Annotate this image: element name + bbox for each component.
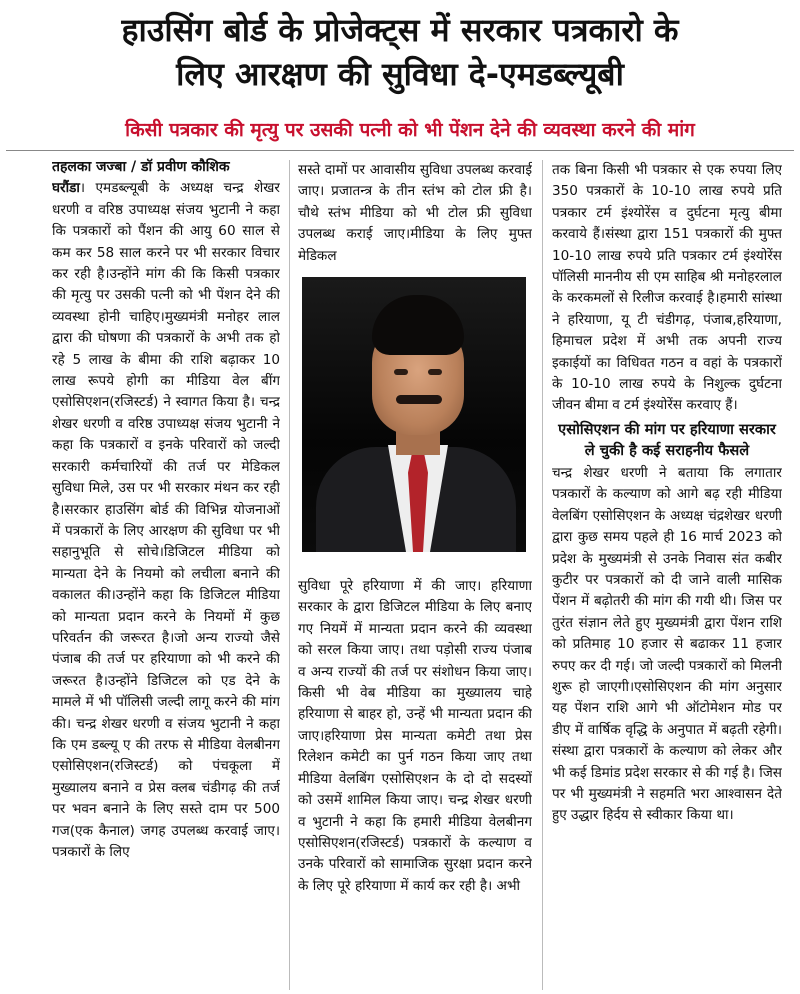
- article-headline: [10, 8, 790, 96]
- moustache-shape: [396, 395, 442, 404]
- article-subheadline: किसी पत्रकार की मृत्यु पर उसकी पत्नी को भी पेंशन देने की व्यवस्था करने की मांग: [125, 119, 695, 141]
- column-3-top-text: तक बिना किसी भी पत्रकार से एक रुपया लिए 350 पत्रकारों के 10-10 लाख रुपये प्रति पत्रकार टर्म इंश्योरेंस व दुर्घटना मृत्यु बीमा करवाये हैं।संस्था द्वारा 151 पत्रकारों की मुफ्त 10-10 लाख रुपये प्रति पत्रकार टर्म इंश्योरेंस पॉलिसी माननीय सी एम साहिब श्री मनोहरलाल के करकमलों से रिलीज करवाई है।हमारी सांस्था ने हरियाणा, यू टी चंडीगढ़, पंजाब,हरियाणा, हिमाचल प्रदेश में अभी तक अपनी राज्य इकाईयों का विधिवत गठन व वहां के पत्रकारों के 10-10 लाख रुपये के निशुल्क दुर्घटना जीवन बीमा व टर्म इंश्योरेंस करवाए हैं।: [552, 162, 782, 414]
- right-eye: [428, 369, 442, 375]
- column-divider-2: [542, 160, 543, 990]
- portrait-photo: [302, 277, 526, 552]
- headline-line-2: लिए आरक्षण की सुविधा दे-एमडब्ल्यूबी: [176, 55, 624, 93]
- header-divider: [6, 150, 794, 151]
- dateline: घरौंडा: [52, 180, 80, 197]
- byline: तहलका जज्बा / डॉ प्रवीण कौशिक: [52, 159, 230, 175]
- column-3-bottom-text: चन्द्र शेखर धरणी ने बताया कि लगातार पत्रकारों के कल्याण को आगे बढ़ रही मीडिया वेलबिंग एसोसिएशन के अध्यक्ष चंद्रशेखर धरणी द्वारा कुछ समय पहले ही 16 मार्च 2023 को प्रदेश के मुख्यमंत्री से उनके निवास संत कबीर कुटीर पर पत्रकारों को दी जाने वाली मासिक पेंशन में बढ़ोतरी की मांग की गयी थी। जिस पर तुरंत संज्ञान लेते हुए मुख्यमंत्री द्वारा पेंशन राशि को प्रतिमाह 10 हजार से बढाकर 11 हजार रुपए कर दी गई। जो जल्दी पत्रकारों को मिलनी शुरू हो जाएगी।एसोसिएशन की मांग अनुसार यह पेंशन राशि आगे भी ऑटोमेशन मोड पर डीए में वार्षिक वृद्धि के अनुपात में बढ़ती रहेगी। संस्था द्वारा पत्रकारों के कल्याण को लेकर और भी कई डिमांड प्रदेश सरकार से की गई है। जिस पर भी मुख्यमंत्री ने सहमति भरा आश्वासन देते हुए उद्धार हिर्दय से स्वीकार किया था।: [552, 464, 782, 824]
- column-2-bottom-text: सुविधा पूरे हरियाणा में की जाए। हरियाणा सरकार के द्वारा डिजिटल मीडिया के लिए बनाए गए नियमें में मान्यता प्रदान करने की व्यवस्था को सरल किया जाए। तथा पड़ोसी राज्य पंजाब व अन्य राज्यों की तर्ज पर संशोधन किया जाए। किसी भी वेब मीडिया का मुख्यालय चाहे हरियाणा से बाहर हो, उन्हें भी मान्यता प्रदान की जाए।हरियाणा प्रेस मान्यता कमेटी तथा प्रेस रिलेशन कमेटी का पुर्न गठन किया जाए तथा मीडिया वेलबिंग एसोसिएशन के दो दो सदस्यों को उसमें शामिल किया जाए। चन्द्र शेखर धरणी व भुटानी ने कहा कि हमारी मीडिया वेलबीनग एसोसिएशन(रजिस्टर्ड) पत्रकारों के कल्याण व उनके परिवारों को सामाजिक सुरक्षा प्रदान करने के लिए पूरे हरियाणा में कार्य कर रही है। अभी: [298, 578, 532, 894]
- column-1-body: । एमडब्ल्यूबी के अध्यक्ष चन्द्र शेखर धरणी व वरिष्ठ उपाध्यक्ष संजय भुटानी ने कहा कि पत्रकारों को पैंशन की आयु 60 साल से कम कर 58 साल करने पर भी सरकार विचार कर रही है।उन्होंने मांग की कि किसी पत्रकार की मृत्यु पर उसकी पत्नी को भी पेंशन देने की व्यवस्था होनी चाहिए।मुख्यमंत्री मनोहर लाल द्वारा की घोषणा की पत्रकारों के अभी तक हो रहे 5 लाख के बीमा की राशि बढ़ाकर 10 लाख रूपये होगी का मीडिया वेल बींग एसोसिएशन(रजिस्टर्ड) ने स्वागत किया है। चन्द्र शेखर धरणी व वरिष्ठ उपाध्यक्ष संजय भुटानी ने कहा कि पत्रकारों व इनके परिवारों को जल्दी सरकारी कर्मचारियों की तर्ज पर मेडिकल सुविधा मिले, उस पर भी सरकार मंथन कर रही है।सरकार हाउसिंग बोर्ड की विभिन्न योजनाओं में पत्रकारों के लिए आरक्षण की सुविधा पर भी सहानुभूति से सोचे।डिजिटल मीडिया को मान्यता देने के नियमो को लचीला बनाने की वकालत की।उन्होंने कहा कि डिजिटल मीडिया को मान्यता प्रदान करने के नियमों में कुछ परिवर्तन की जरूरत है।जो अन्य राज्यो जैसे पंजाब की तर्ज पर हरियाणा को भी करने की जरूरत है।उन्होंने डिजिटल को एड देने के मामले में भी पॉलिसी जल्दी लागू करने की मांग की। चन्द्र शेखर धरणी व संजय भुटानी ने कहा कि एम डब्ल्यू ए की तरफ से मीडिया वेलबीनग एसोसिएशन(रजिस्टर्ड) को पंचकूला में मुख्यालय बनाने व प्रेस क्लब चंडीगढ़ की तर्ज पर भवन बनाने के लिए सस्ते दाम पर 500 गज(एक कैनाल) जगह उपलब्ध करवाई जाए।पत्रकारों के लिए: [52, 180, 280, 860]
- column-2-top-text: सस्ते दामों पर आवासीय सुविधा उपलब्ध करवाई जाए। प्रजातन्त्र के तीन स्तंभ को टोल फ्री है। चौथे स्तंभ मीडिया को भी टोल फ्री सुविधा उपलब्ध कराई जाए।मीडिया के लिए मुफ्त मेडिकल: [298, 162, 532, 264]
- article-column-1: [52, 157, 280, 991]
- column-divider-1: [289, 160, 290, 990]
- column-1-text: [52, 178, 280, 863]
- column-3-subheading: एसोसिएशन की मांग पर हरियाणा सरकार ले चुकी है कई सराहनीय फैसले: [558, 420, 776, 459]
- headline-line-1: हाउसिंग बोर्ड के प्रोजेक्ट्स में सरकार पत्रकारो के: [121, 11, 679, 49]
- article-column-3: [552, 160, 782, 990]
- left-eye: [394, 369, 408, 375]
